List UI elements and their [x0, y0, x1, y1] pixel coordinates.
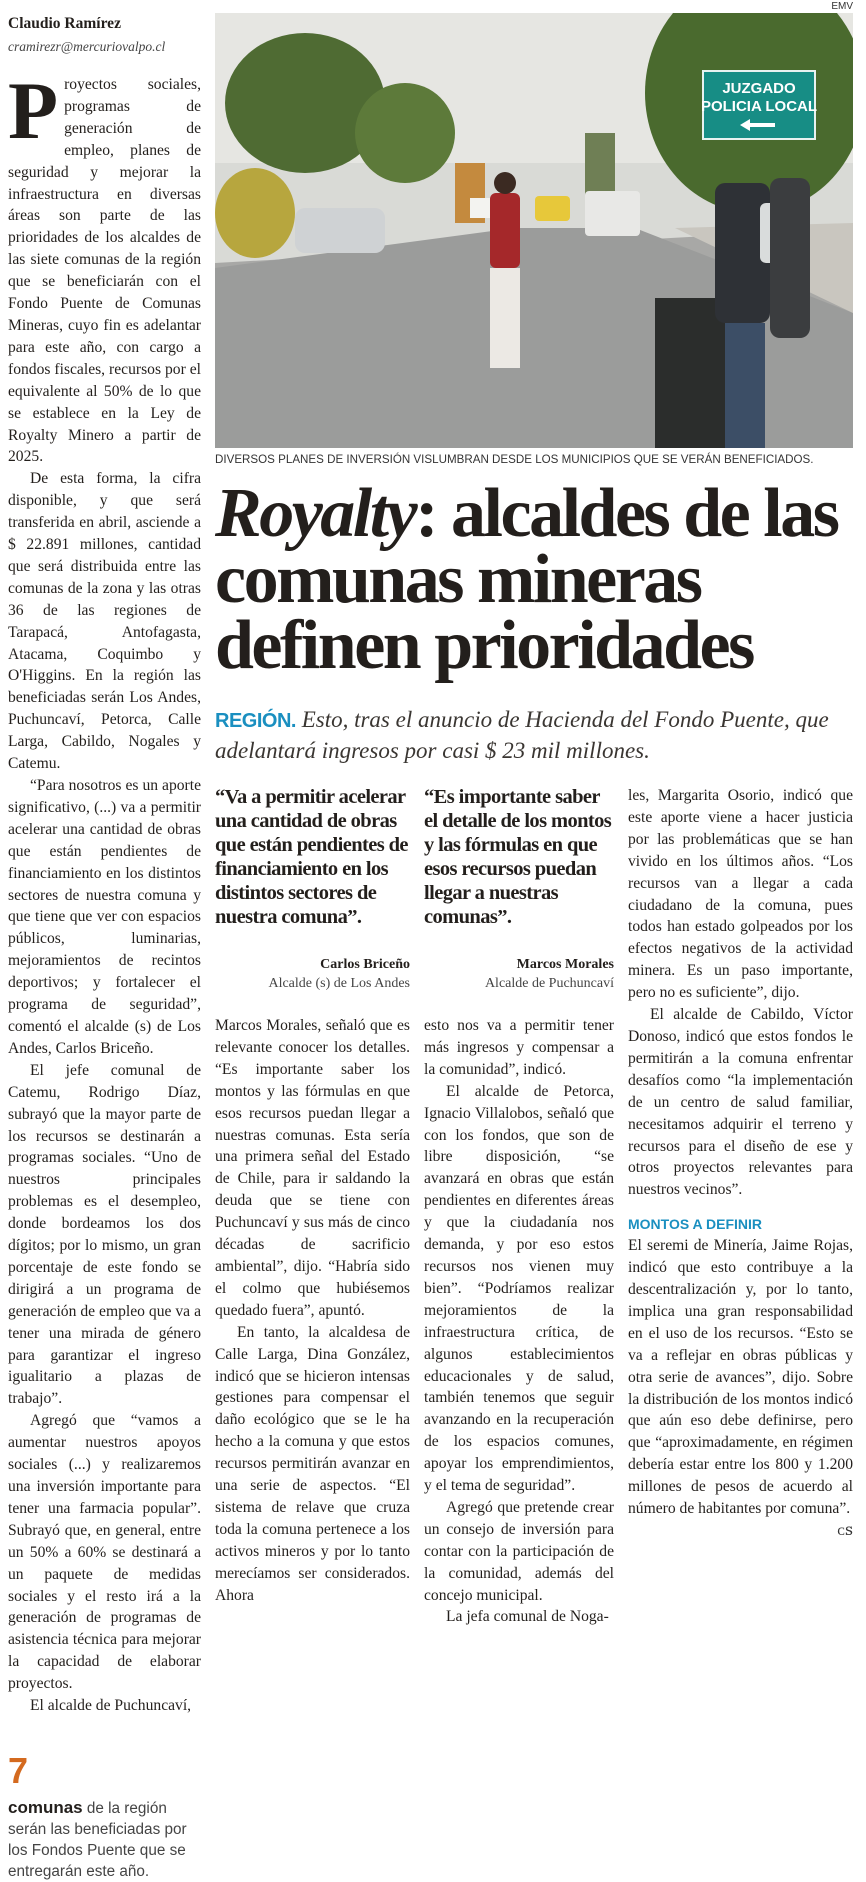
paragraph: Agregó que pretende crear un consejo de inversión para contar con la participación de la comunidad, además del concejo municipal. — [424, 1498, 614, 1604]
paragraph: El alcalde de Petorca, Ignacio Villalobos, señaló que con los fondos, que son de libre disposición, “se avanzará en obras que están pendientes en diferentes áreas y que la ciudadanía nos demanda, y por eso estos recursos nos vienen muy bien”. “Podríamos realizar mejoramientos de la infraestructura crítica, de algunos establecimientos educacionales y de salud, también tenemos que seguir avanzando en la recuperación de los espacios comunes, apoyar los emprendimientos, y el tema de seguridad”. — [424, 1082, 614, 1495]
column-body — [424, 1015, 614, 1628]
stat-description: comunas de la región serán las beneficiadas por los Fondos Puente que se entregarán este año. — [8, 1797, 187, 1880]
article-column-4 — [628, 785, 853, 1542]
paragraph: Marcos Morales, señaló que es relevante conocer los detalles. “Es importante saber los montos y las fórmulas en que esos recursos puedan llegar a nuestras comunas. Esta sería una primera señal del Estado de Chile, para ir saldando la deuda que se tiene con Puchuncaví y sus más de cinco décadas de sacrificio ambiental”, dijo. “Habría sido el colmo que hubiésemos quedado fuera”, apuntó. — [215, 1017, 410, 1319]
street-photo — [215, 13, 853, 448]
quote-name: Marcos Morales — [516, 957, 614, 972]
pull-quote — [424, 785, 614, 993]
drop-cap: P — [8, 65, 59, 156]
quote-name: Carlos Briceño — [320, 957, 410, 972]
sign-text: POLICIA LOCAL — [700, 98, 818, 115]
end-mark-icon: ᴄꜱ — [837, 1522, 853, 1539]
paragraph: De esta forma, la cifra disponible, y que será transferida en abril, asciende a $ 22.891 millones, cantidad que será distribuida entre las comunas de la zona y las otras 36 de las regiones de Tarapacá, Antofagasta, Atacama, Coquimbo y O'Higgins. En la región las beneficiadas serán Los Andes, Puchuncaví, Petorca, Calle Larga, Cabildo, Nogales y Catemu. — [8, 470, 201, 773]
article-column-2 — [215, 785, 410, 1606]
pull-quote — [215, 785, 410, 993]
main-area — [215, 0, 853, 1628]
deck: REGIÓN. Esto, tras el anuncio de Hacienda del Fondo Puente, que adelantará ingresos por casi $ 23 mil millones. — [215, 707, 829, 763]
paragraph: El jefe comunal de Catemu, Rodrigo Díaz, subrayó que la mayor parte de los recursos se destinarán a programas sociales. “Uno de nuestros principales problemas es el desempleo, donde bordeamos los dos dígitos; por lo mismo, un gran porcentaje de este fondo se dirigirá a un programa de generación de empleo que va a tener una mirada de género para garantizar el ingreso igualitario a plazas de trabajo”. — [8, 1061, 201, 1408]
column-body — [215, 1015, 410, 1606]
paragraph: En tanto, la alcaldesa de Calle Larga, Dina González, indicó que se hicieron intensas gestiones para compensar el daño ecológico que se le ha hecho a la comuna y que estos recursos permitirán avanzar en una serie de aspectos. “El sistema de relave que cruza toda la comuna pertenece a los activos mineros y por lo tanto merecíamos ser considerados. Ahora — [215, 1323, 410, 1604]
author-name: Claudio Ramírez — [8, 15, 121, 32]
paragraph: les, Margarita Osorio, indicó que este aporte viene a hacer justicia por las problemáticas que se han vivido en los últimos años. “Los recursos van a llegar a cada ciudadano de la comuna, pues todos han estado golpeados por los efectos negativos de la actividad minera. Es un paso importante, pero no es suficiente”, dijo. — [628, 787, 853, 1002]
headline: Royalty: alcaldes de las comunas mineras definen prioridades — [215, 475, 838, 684]
paragraph: La jefa comunal de Noga- — [446, 1608, 609, 1626]
article-columns — [215, 785, 853, 1628]
left-column — [8, 14, 201, 1882]
paragraph: esto nos va a permitir tener más ingresos y compensar a la comunidad”, indicó. — [424, 1017, 614, 1078]
quote-text: “Va a permitir acelerar una cantidad de obras que están pendientes de financiamiento en los distintos sectores de nuestra comuna”. — [215, 786, 408, 928]
quote-text: “Es importante saber el detalle de los montos y las fórmulas en que esos recursos puedan llegar a nuestras comunas”. — [424, 786, 612, 928]
subheading: MONTOS A DEFINIR — [628, 1216, 763, 1233]
paragraph: El alcalde de Puchuncaví, — [30, 1697, 192, 1715]
quote-role: Alcalde de Puchuncaví — [484, 976, 614, 991]
photo-caption: DIVERSOS PLANES DE INVERSIÓN VISLUMBRAN DESDE LOS MUNICIPIOS QUE SE VERÁN BENEFICIADOS. — [215, 453, 814, 466]
paragraph: “Para nosotros es un aporte significativo, (...) va a permitir acelerar una cantidad de obras que están pendientes de financiamiento en los distintos sectores de nuestra comuna y que tiene que ver con espacios públicos, luminarias, mejoramientos de recintos deportivos; y fortalecer el programa de seguridad”, comentó el alcalde (s) de Los Andes, Carlos Briceño. — [8, 777, 201, 1057]
quote-role: Alcalde (s) de Los Andes — [268, 976, 410, 991]
article-column-1 — [8, 65, 201, 1717]
article-column-3 — [424, 785, 614, 1628]
photo-credit: EMV — [831, 1, 853, 12]
paragraph: Proyectos sociales, programas de generación de empleo, planes de seguridad y mejorar la infraestructura en diversas áreas son parte de las prioridades de los alcaldes de las siete comunas de la región que se beneficiarán con el Fondo Puente de Comunas Mineras, cuyo fin es adelantar para este año, con cargo a fondos fiscales, recursos por el equivalente al 50% de lo que se establece en la Ley de Royalty Minero a partir de 2025. — [8, 65, 201, 466]
stat-number: 7 — [8, 1749, 29, 1791]
sign-text: JUZGADO — [722, 80, 796, 97]
section-kicker: REGIÓN. — [215, 710, 296, 732]
author-email[interactable]: cramirezr@mercuriovalpo.cl — [8, 39, 166, 54]
paragraph: El alcalde de Cabildo, Víctor Donoso, indicó que estos fondos le permitirán a la comuna enfrentar desafíos como “la implementación de un centro de salud familiar, necesitamos adquirir el terreno y recursos para el diseño de ese y otros proyectos relevantes para nuestros vecinos”. — [628, 1006, 853, 1199]
paragraph: Agregó que “vamos a aumentar nuestros apoyos sociales (...) y realizaremos una inversión importante para tener una farmacia popular”. Subrayó que, en general, entre un 50% a 60% se destinará a un paquete de medidas sociales y el resto irá a la generación de programas de asistencia técnica para mejorar la capacidad de elaborar proyectos. — [8, 1412, 201, 1693]
paragraph: El seremi de Minería, Jaime Rojas, indicó que esto contribuye a la descentralización y, por lo tanto, implica una gran responsabilidad en el uso de los recursos. “Esto se va a reflejar en obras públicas y otra serie de avances”, dijo. Sobre la distribución de los montos indicó que aún eso debe definirse, pero que “aproximadamente, en régimen debería estar entre los 800 y 1.200 millones de pesos de acuerdo al número de habitantes por comuna”. ᴄꜱ — [628, 1235, 853, 1520]
